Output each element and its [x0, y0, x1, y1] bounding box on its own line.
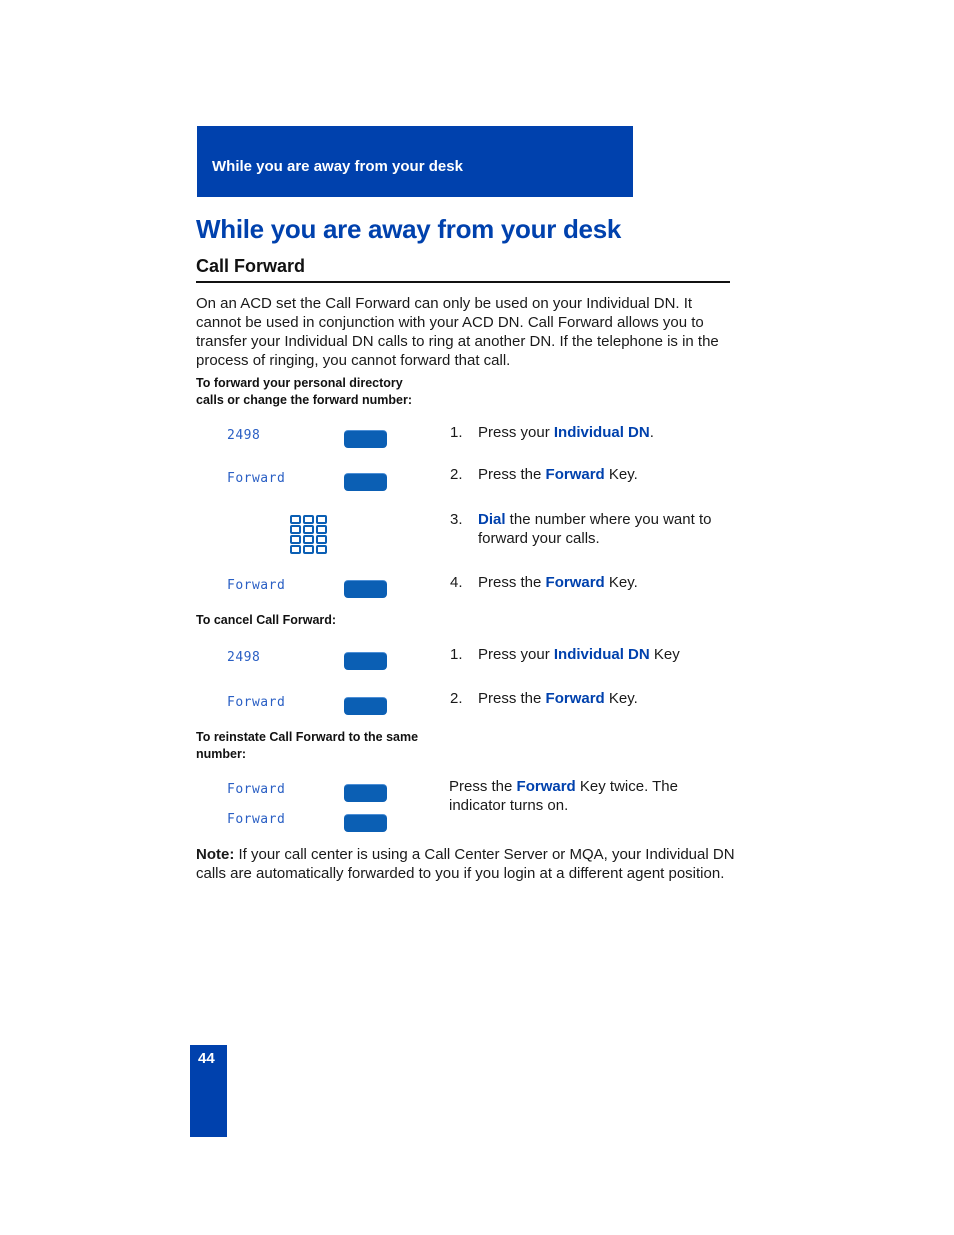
step-number: 2.	[450, 466, 463, 483]
step-text: .	[649, 424, 654, 441]
step-number: 4.	[450, 574, 463, 591]
reinstate-heading-line1: To reinstate Call Forward to the same	[196, 730, 419, 744]
forward-softkey[interactable]	[344, 473, 387, 491]
step-number: 2.	[450, 690, 463, 707]
step-number: 1.	[450, 646, 463, 663]
forward-softkey[interactable]	[344, 697, 387, 715]
cancel-step-2	[450, 689, 740, 709]
header-title: While you are away from your desk	[212, 158, 463, 175]
display-forward-label: Forward	[227, 471, 286, 486]
individual-dn-softkey[interactable]	[344, 430, 387, 448]
step-text: Key.	[604, 574, 638, 591]
step-text: Key.	[604, 466, 638, 483]
dial-keypad-icon[interactable]	[290, 515, 328, 555]
step-keyword: Dial	[478, 511, 506, 528]
step-number: 1.	[450, 424, 463, 441]
step-keyword: Forward	[545, 574, 605, 591]
display-forward-label: Forward	[227, 695, 286, 710]
cancel-procedure-heading: To cancel Call Forward:	[196, 613, 337, 627]
forward-step-4	[450, 573, 740, 593]
forward-heading-line1: To forward your personal directory	[196, 376, 403, 390]
display-forward-label: Forward	[227, 578, 286, 593]
display-forward-label: Forward	[227, 782, 286, 797]
page-title: While you are away from your desk	[196, 214, 622, 244]
section-heading: Call Forward	[196, 256, 306, 276]
step-text: Key twice. The indicator turns on.	[449, 778, 678, 814]
note-paragraph	[196, 845, 736, 883]
forward-step-1	[450, 423, 740, 443]
step-text: Press the	[478, 574, 546, 591]
step-keyword: Forward	[545, 466, 605, 483]
step-text: Press the	[478, 466, 546, 483]
section-divider	[196, 281, 730, 283]
step-number: 3.	[450, 511, 463, 528]
cancel-step-1	[450, 645, 740, 665]
step-text: Press your	[478, 646, 554, 663]
step-keyword: Forward	[545, 690, 605, 707]
forward-heading-line2: calls or change the forward number:	[196, 393, 413, 407]
step-keyword: Individual DN	[553, 424, 650, 441]
step-text: Press your	[478, 424, 554, 441]
forward-softkey[interactable]	[344, 784, 387, 802]
step-keyword: Individual DN	[553, 646, 650, 663]
intro-paragraph: On an ACD set the Call Forward can only be used on your Individual DN. It cannot be used in conjunction with your ACD DN. Call Forward allows you to transfer your Individual DN calls to ring at another DN. If the telephone is in the process of ringing, you cannot forward that call.	[196, 295, 719, 369]
display-dn-label: 2498	[227, 428, 261, 443]
display-dn-label: 2498	[227, 650, 261, 665]
page-number: 44	[198, 1050, 215, 1067]
step-text: the number where you want to forward your calls.	[478, 511, 712, 547]
step-text: Key	[649, 646, 680, 663]
reinstate-procedure-heading	[196, 729, 418, 763]
forward-procedure-heading	[196, 375, 412, 409]
individual-dn-softkey[interactable]	[344, 652, 387, 670]
note-label: Note:	[196, 846, 235, 863]
step-text: Press the	[449, 778, 517, 795]
reinstate-instruction	[449, 777, 734, 815]
note-text: If your call center is using a Call Center Server or MQA, your Individual DN calls are automatically forwarded to you if you login at a different agent position.	[196, 846, 735, 882]
forward-softkey[interactable]	[344, 580, 387, 598]
forward-step-2	[450, 465, 740, 485]
display-forward-label: Forward	[227, 812, 286, 827]
forward-softkey[interactable]	[344, 814, 387, 832]
step-keyword: Forward	[516, 778, 576, 795]
forward-step-3	[450, 510, 740, 550]
step-text: Press the	[478, 690, 546, 707]
step-text: Key.	[604, 690, 638, 707]
reinstate-heading-line2: number:	[196, 747, 246, 761]
